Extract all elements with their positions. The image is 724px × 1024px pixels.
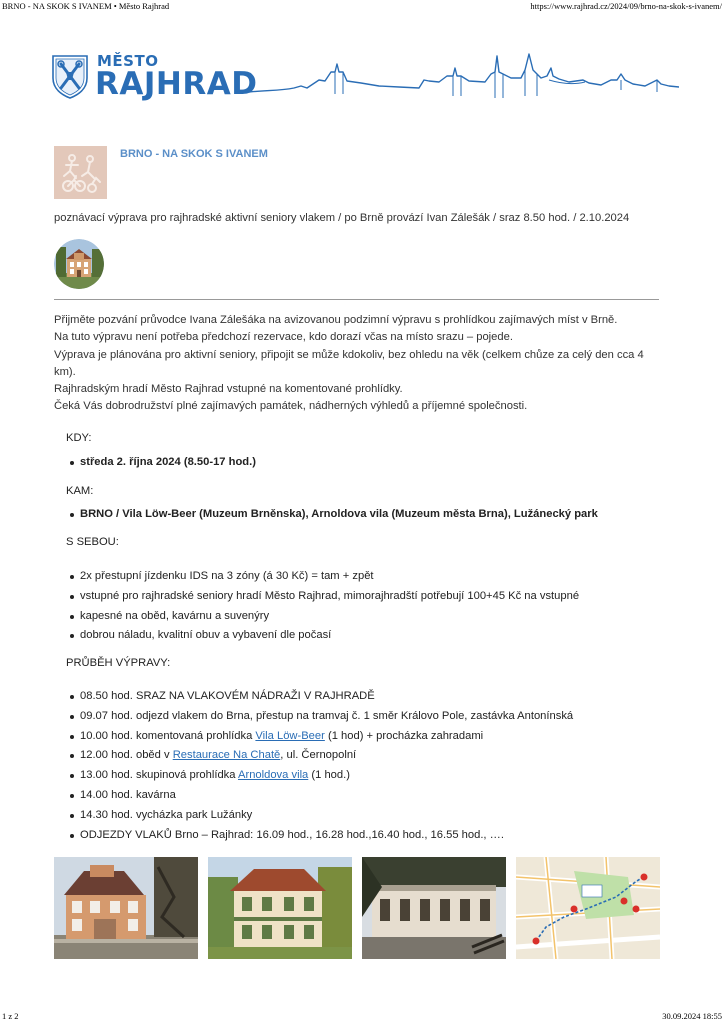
sebou-item: dobrou náladu, kvalitní obuv a vybavení dle počasí	[80, 626, 680, 646]
link-arnoldova-vila[interactable]: Arnoldova vila	[238, 769, 309, 782]
photo-gallery	[54, 857, 660, 959]
print-page-title: BRNO - NA SKOK S IVANEM • Město Rajhrad	[2, 1, 170, 11]
intro-paragraph: Přijměte pozvání průvodce Ivana Zálešáka na avizovanou podzimní výpravu s prohlídkou zajímavých míst v Brně.	[54, 314, 618, 326]
sebou-item: kapesné na oběd, kavárnu a suvenýry	[80, 607, 680, 627]
intro-paragraph: Na tuto výpravu není potřeba předchozí rezervace, kdo dorazí včas na místo srazu – pojede.	[54, 331, 513, 344]
itinerary-text: , ul. Černopolní	[280, 749, 357, 762]
itinerary-text: 13.00 hod. skupinová prohlídka	[80, 769, 238, 782]
content-divider	[54, 299, 659, 300]
itinerary-text: 12.00 hod. oběd v	[80, 749, 173, 762]
town-skyline-icon	[249, 50, 679, 102]
print-page-number: 1 z 2	[2, 1011, 19, 1021]
sebou-list	[80, 567, 680, 646]
article-title[interactable]: BRNO - NA SKOK S IVANEM	[120, 148, 268, 160]
print-header	[2, 1, 722, 11]
itinerary-item: ODJEZDY VLAKŮ Brno – Rajhrad: 16.09 hod., 16.28 hod.,16.40 hod., 16.55 hod., ….	[80, 826, 680, 846]
villa-photo-thumbnail	[54, 239, 104, 289]
gallery-photo-arnoldova-vila[interactable]	[208, 857, 352, 959]
kam-item: BRNO / Vila Löw-Beer (Muzeum Brněnska), Arnoldova vila (Muzeum města Brna), Lužánecký park	[80, 505, 680, 525]
itinerary-list	[80, 687, 680, 845]
logo-line-rajhrad: RAJHRAD	[95, 66, 258, 102]
link-restaurace-na-chate[interactable]: Restaurace Na Chatě	[172, 749, 281, 762]
gallery-photo-route-map[interactable]	[516, 857, 660, 959]
print-datetime: 30.09.2024 18:55	[662, 1011, 722, 1021]
itinerary-item: 14.30 hod. vycházka park Lužánky	[80, 806, 680, 826]
kam-heading: KAM:	[66, 485, 94, 497]
itinerary-item	[80, 727, 680, 747]
article-perex: poznávací výprava pro rajhradské aktivní seniory vlakem / po Brně provází Ivan Zálešák / sraz 8.50 hod. / 2.10.2024	[54, 212, 630, 224]
sebou-heading: S SEBOU:	[66, 536, 119, 548]
print-page-url: https://www.rajhrad.cz/2024/09/brno-na-skok-s-ivanem/	[530, 1, 722, 11]
article-category-thumbnail[interactable]	[54, 146, 107, 199]
kam-list	[80, 505, 680, 525]
kdy-heading: KDY:	[66, 432, 92, 444]
prubeh-heading: PRŮBĚH VÝPRAVY:	[66, 657, 171, 669]
logo-line-mesto: MĚSTO	[97, 52, 159, 70]
itinerary-item: 14.00 hod. kavárna	[80, 786, 680, 806]
kdy-item: středa 2. října 2024 (8.50-17 hod.)	[80, 453, 680, 473]
print-footer	[2, 1011, 722, 1021]
sebou-item: vstupné pro rajhradské seniory hradí Město Rajhrad, mimorajhradští potřebují 100+45 Kč na vstupné	[80, 587, 680, 607]
itinerary-text: 10.00 hod. komentovaná prohlídka	[80, 729, 256, 742]
article-intro	[54, 312, 664, 416]
site-logo[interactable]	[51, 50, 681, 106]
link-vila-low-beer[interactable]: Vila Löw-Beer	[255, 729, 325, 742]
itinerary-item: 09.07 hod. odjezd vlakem do Brna, přestup na tramvaj č. 1 směr Královo Pole, zastávka Antonínská	[80, 707, 680, 727]
itinerary-text: (1 hod.)	[308, 769, 350, 782]
intro-paragraph: Rajhradským hradí Město Rajhrad vstupné na komentované prohlídky.	[54, 383, 403, 396]
intro-paragraph: Čeká Vás dobrodružství plné zajímavých památek, nádherných výhledů a příjemné společnosti.	[54, 400, 528, 413]
intro-paragraph: Výprava je plánována pro aktivní seniory, připojit se může kdokoliv, bez ohledu na věk (celkem chůze za celý den cca 4 km).	[54, 348, 644, 378]
town-crest-icon	[51, 54, 89, 99]
gallery-photo-restaurace[interactable]	[362, 857, 506, 959]
kdy-list	[80, 453, 680, 473]
sebou-item: 2x přestupní jízdenku IDS na 3 zóny (á 30 Kč) = tam + zpět	[80, 567, 680, 587]
itinerary-item	[80, 746, 680, 766]
itinerary-item	[80, 766, 680, 786]
itinerary-text: (1 hod) + procházka zahradami	[324, 729, 484, 742]
gallery-photo-vila-low-beer[interactable]	[54, 857, 198, 959]
itinerary-item: 08.50 hod. SRAZ NA VLAKOVÉM NÁDRAŽI V RAJHRADĚ	[80, 687, 680, 707]
